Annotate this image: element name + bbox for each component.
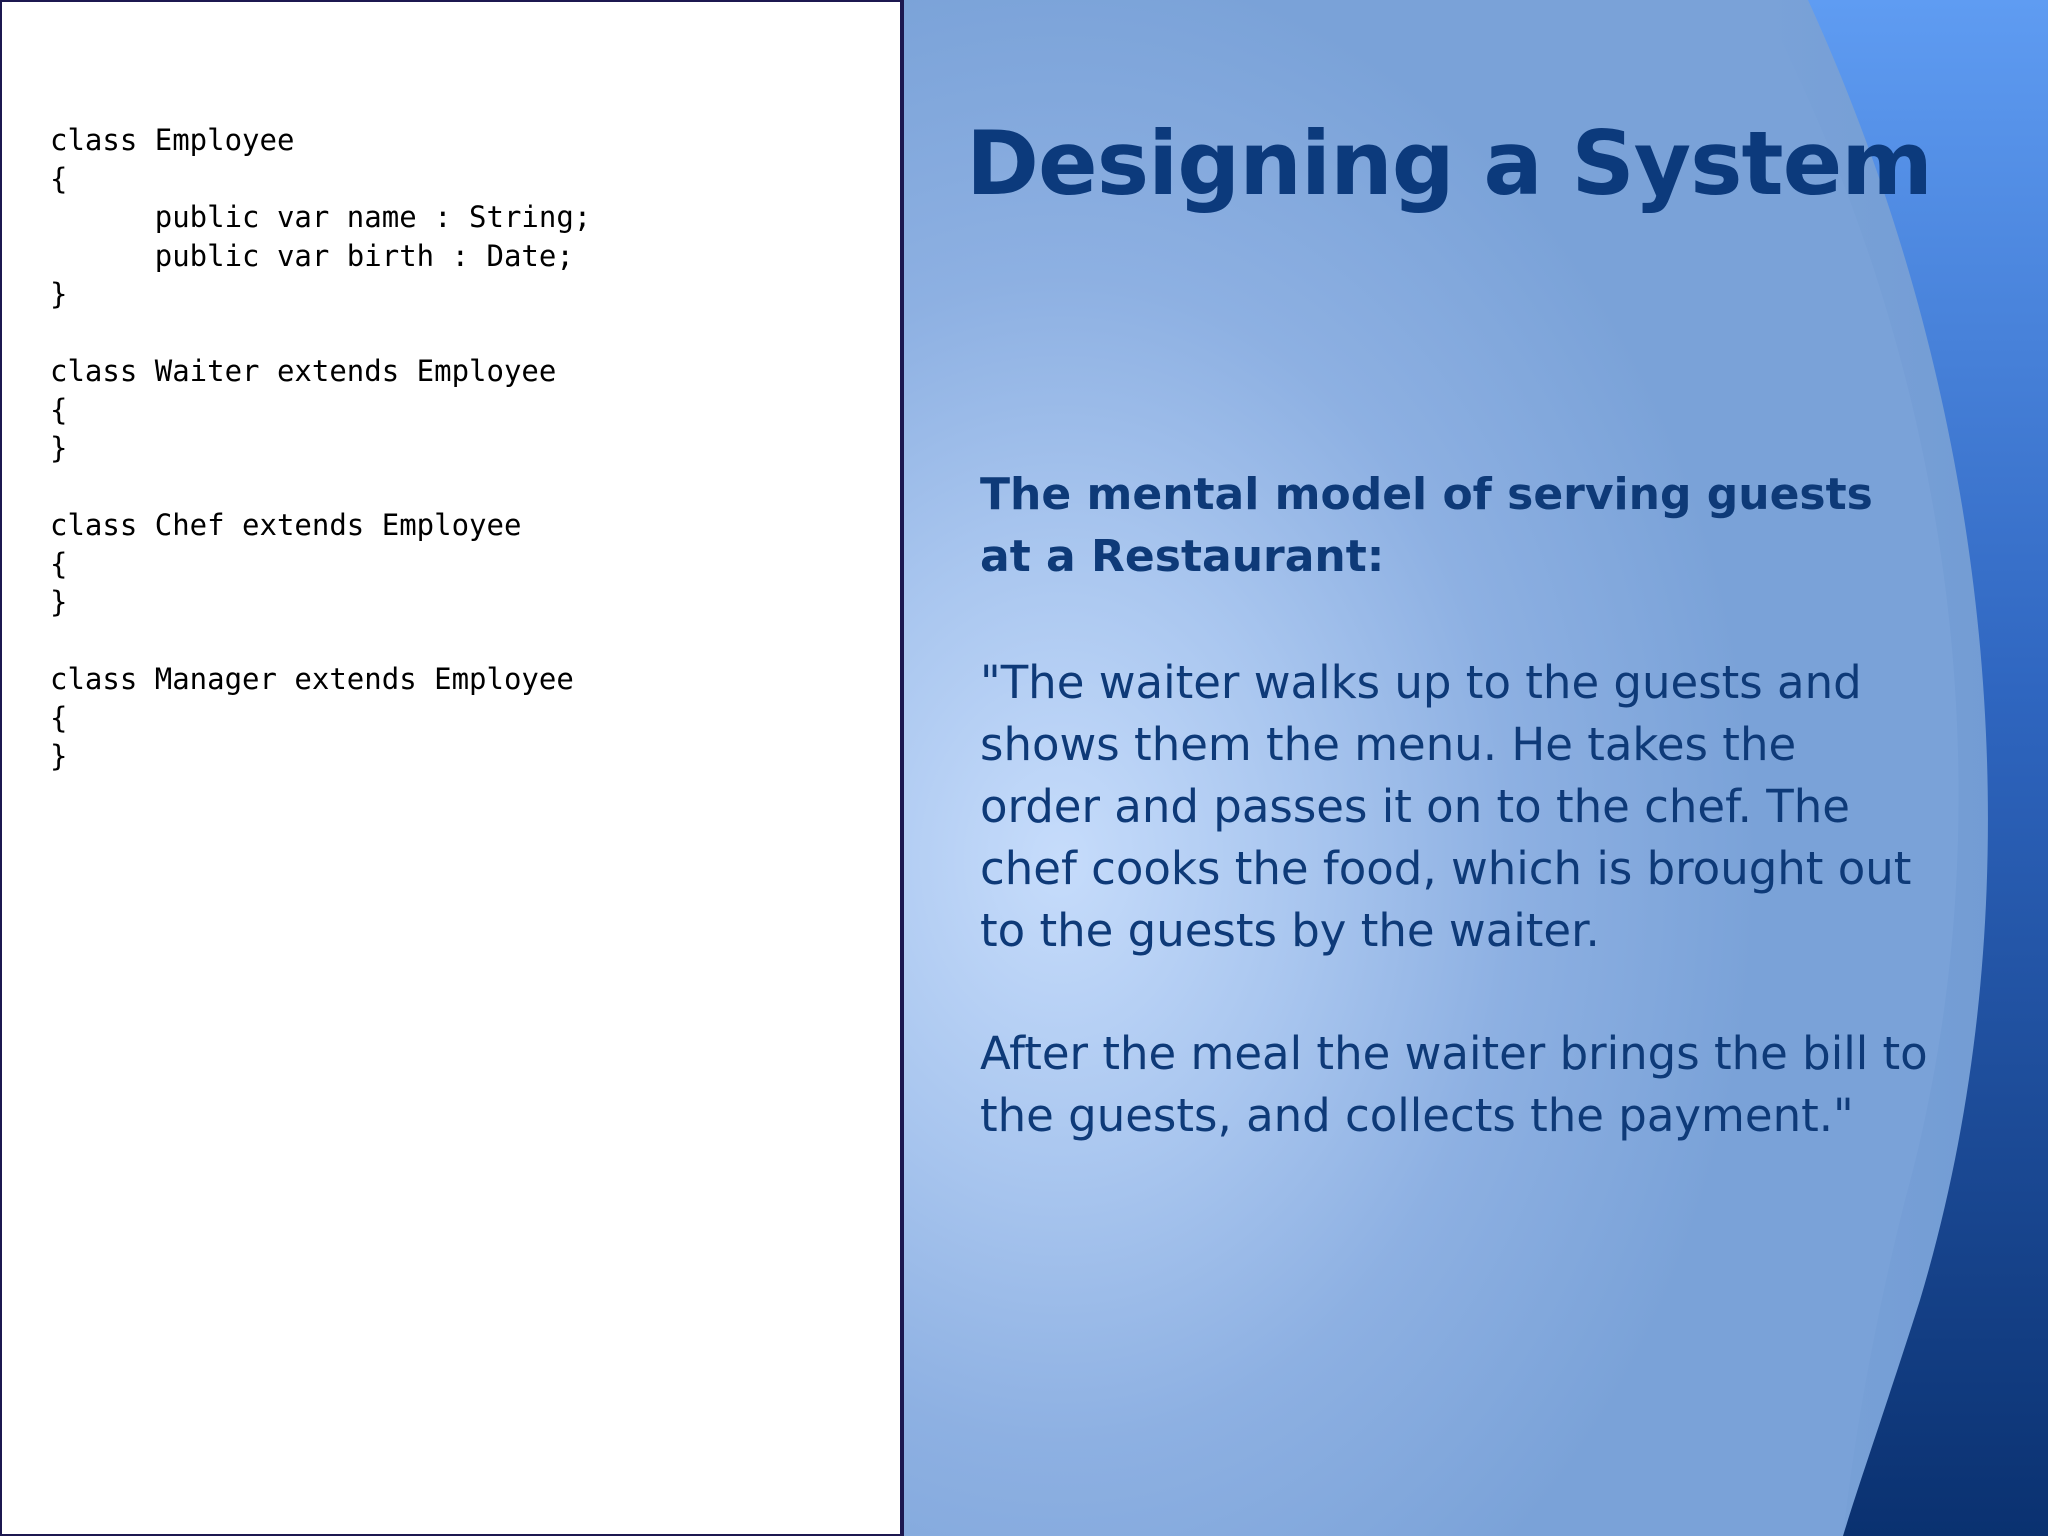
- mental-model-heading: The mental model of serving guests at a Restaurant:: [980, 469, 1873, 582]
- code-listing: class Employee { public var name : String; public var birth : Date; } class Waiter extends Employee { } class Chef extends Employee { } class Manager extends Employee { }: [50, 123, 592, 773]
- paragraph-waiter: "The waiter walks up to the guests and shows them the menu. He takes the order and passes it on to the chef. The chef cooks the food, which is brought out to the guests by the waiter.: [980, 656, 1912, 957]
- paragraph-bill: After the meal the waiter brings the bill to the guests, and collects the payment.": [980, 1027, 1928, 1142]
- slide-title: Designing a System: [966, 112, 1932, 215]
- code-panel: [0, 0, 904, 1536]
